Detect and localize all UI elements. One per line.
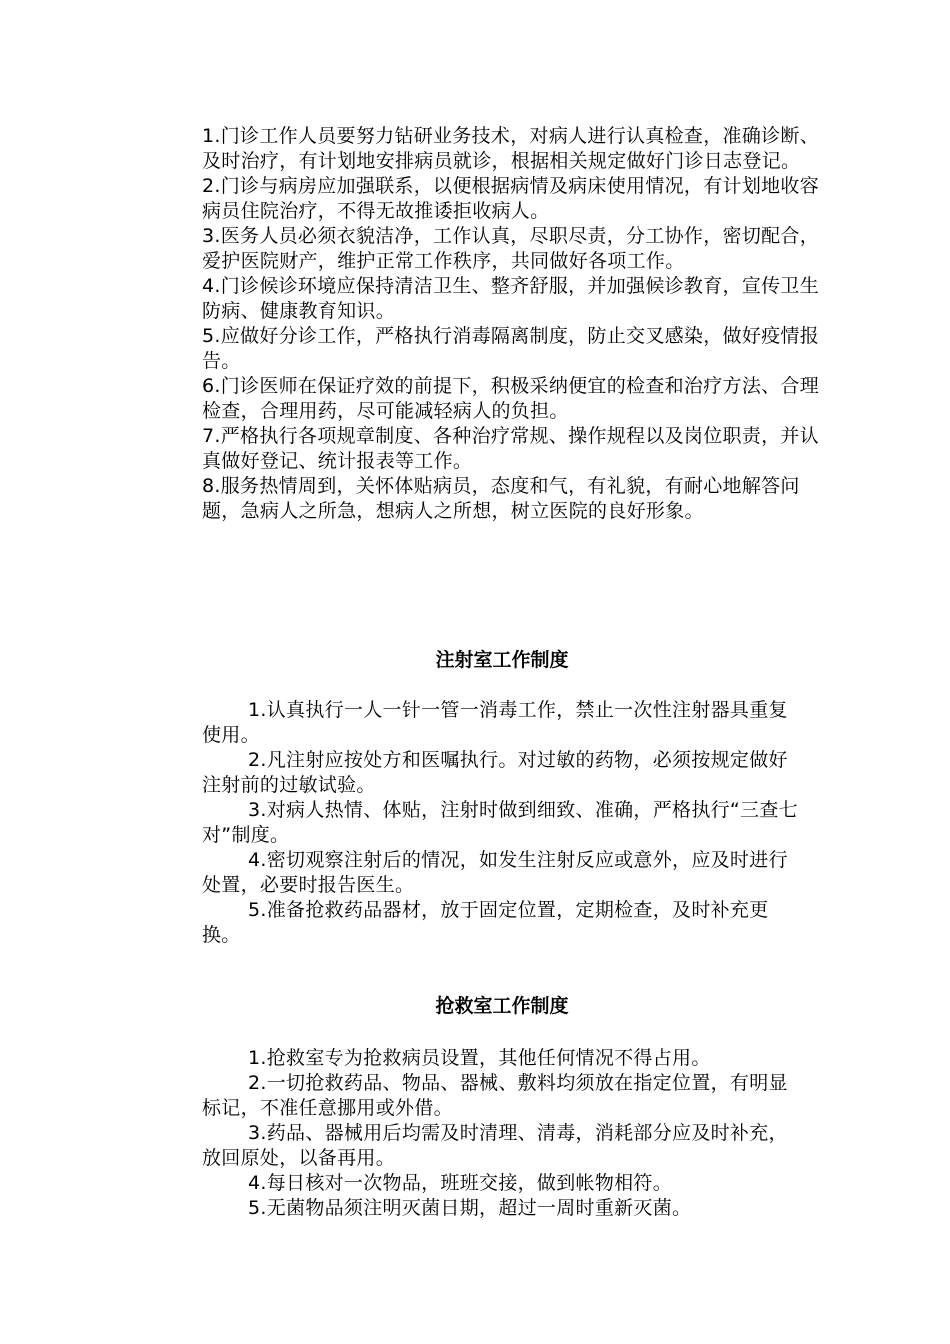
rule-item: 4.门诊候诊环境应保持清洁卫生、整齐舒服，并加强候诊教育，宣传卫生防病、健康教育知识。 xyxy=(202,275,820,322)
rule-item: 3.药品、器械用后均需及时清理、清毒，消耗部分应及时补充，放回原处，以备再用。 xyxy=(202,1122,788,1169)
emergency-room-section xyxy=(202,992,802,1221)
rule-item: 1.认真执行一人一针一管一消毒工作，禁止一次性注射器具重复使用。 xyxy=(202,699,788,746)
rule-item: 2.一切抢救药品、物品、器械、敷料均须放在指定位置，有明显标记，不准任意挪用或外借。 xyxy=(202,1072,788,1119)
section-title: 注射室工作制度 xyxy=(435,649,569,671)
rule-item: 2.门诊与病房应加强联系，以便根据病情及病床使用情况，有计划地收容病员住院治疗，不得无故推诿拒收病人。 xyxy=(202,175,820,222)
rule-item: 8.服务热情周到，关怀体贴病员，态度和气，有礼貌，有耐心地解答问题，急病人之所急，想病人之所想，树立医院的良好形象。 xyxy=(202,475,800,522)
emergency-rules-list xyxy=(202,1046,802,1221)
rule-item: 3.对病人热情、体贴，注射时做到细致、准确，严格执行“三查七对”制度。 xyxy=(202,799,798,846)
section-title: 抢救室工作制度 xyxy=(435,995,569,1017)
rule-item: 1.抢救室专为抢救病员设置，其他任何情况不得占用。 xyxy=(248,1047,711,1069)
rule-item: 4.每日核对一次物品，班班交接，做到帐物相符。 xyxy=(248,1172,673,1194)
injection-rules-list xyxy=(202,698,802,948)
rule-item: 2.凡注射应按处方和医嘱执行。对过敏的药物，必须按规定做好注射前的过敏试验。 xyxy=(202,749,788,796)
outpatient-rules-list xyxy=(202,124,822,524)
injection-room-section xyxy=(202,646,802,948)
rule-item: 1.门诊工作人员要努力钻研业务技术，对病人进行认真检查，准确诊断、及时治疗，有计划地安排病员就诊，根据相关规定做好门诊日志登记。 xyxy=(202,125,820,172)
rule-item: 3.医务人员必须衣貌洁净，工作认真，尽职尽责，分工协作，密切配合，爱护医院财产，维护正常工作秩序，共同做好各项工作。 xyxy=(202,225,820,272)
rule-item: 5.应做好分诊工作，严格执行消毒隔离制度，防止交叉感染，做好疫情报告。 xyxy=(202,325,820,372)
rule-item: 4.密切观察注射后的情况，如发生注射反应或意外，应及时进行处置，必要时报告医生。 xyxy=(202,849,788,896)
rule-item: 7.严格执行各项规章制度、各种治疗常规、操作规程以及岗位职责，并认真做好登记、统计报表等工作。 xyxy=(202,425,820,472)
rule-item: 5.准备抢救药品器材，放于固定位置，定期检查，及时补充更换。 xyxy=(202,899,769,946)
rule-item: 6.门诊医师在保证疗效的前提下，积极采纳便宜的检查和治疗方法、合理检查，合理用药，尽可能减轻病人的负担。 xyxy=(202,375,820,422)
rule-item: 5.无菌物品须注明灭菌日期，超过一周时重新灭菌。 xyxy=(248,1197,692,1219)
